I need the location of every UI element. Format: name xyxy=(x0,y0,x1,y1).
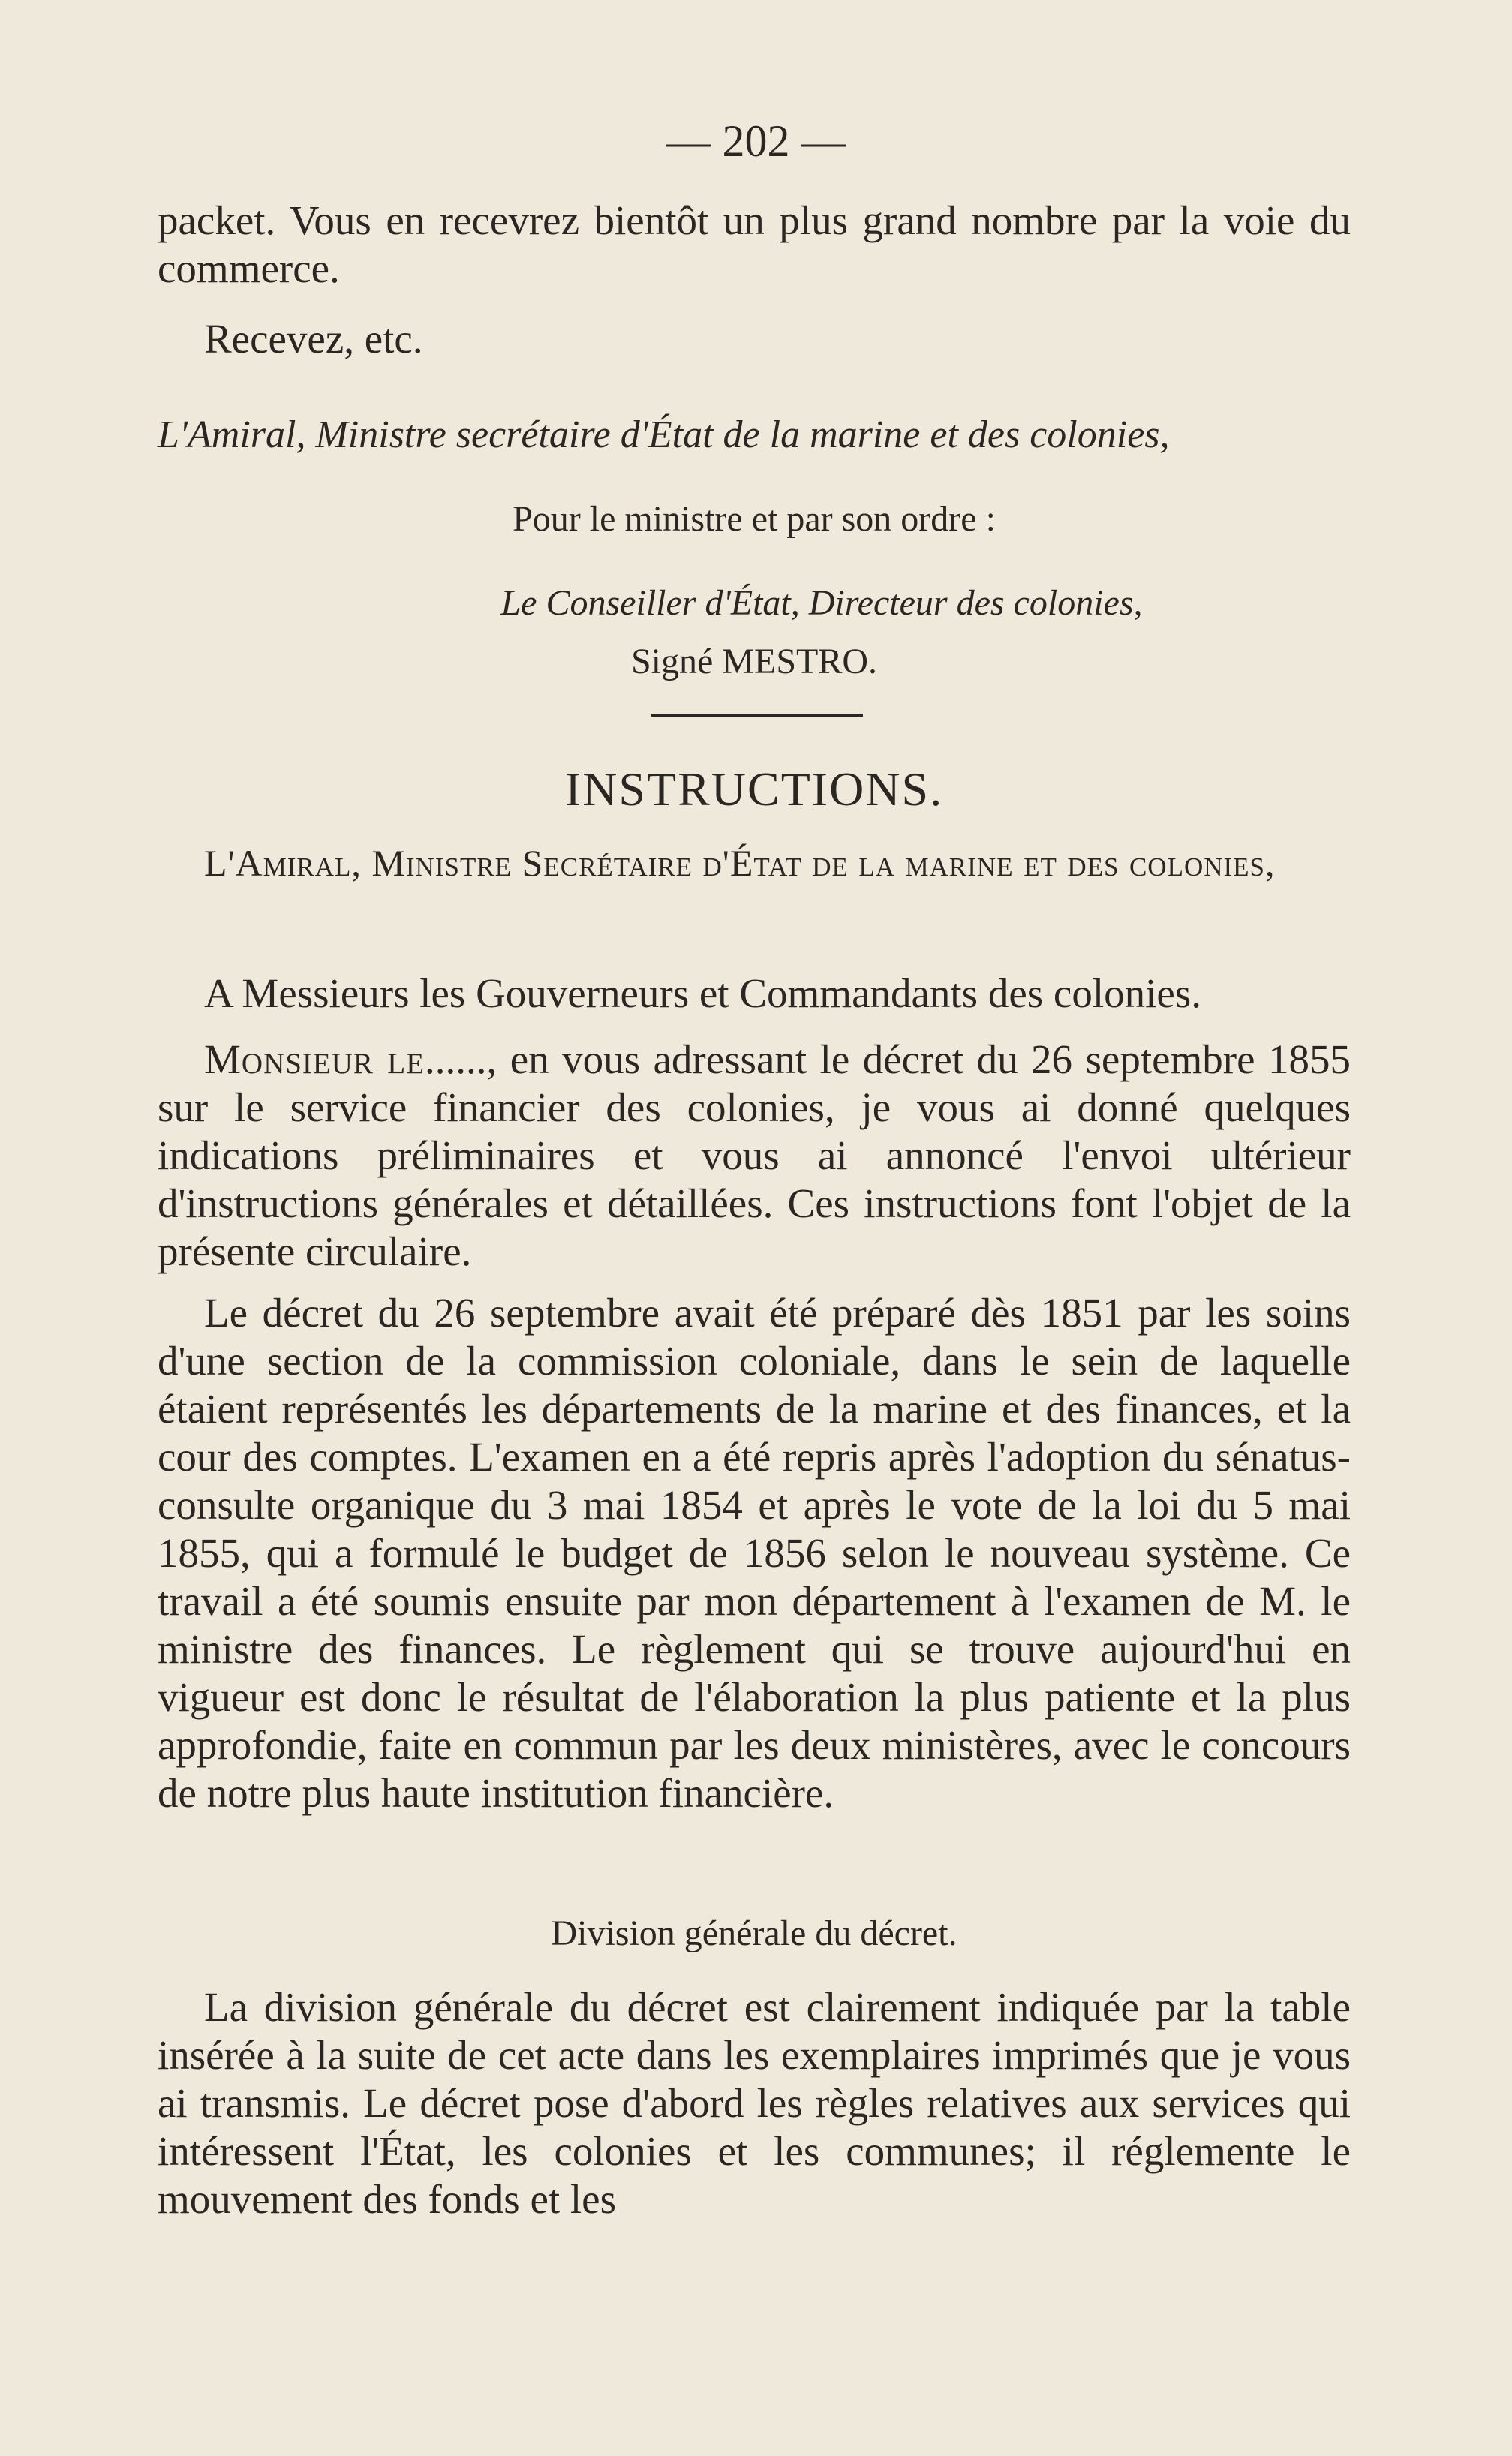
sender-title: L'Amiral, Ministre secrétaire d'État de la marine et des colonies, xyxy=(158,413,1170,456)
salutation: Monsieur le xyxy=(204,1036,425,1082)
for-minister-line: Pour le ministre et par son ordre : xyxy=(513,499,996,539)
paragraph-3: La division générale du décret est clairement indiquée par la table insérée à la suite de cet acte dans les exemplaires imprimés que je vous ai transmis. Le décret pose d'abord les règles relatives aux services qui intéressent l'État, les colonies et les communes; il réglemente le mouvement des fonds et les xyxy=(158,1984,1351,2222)
continuation-paragraph: packet. Vous en recevrez bientôt un plus grand nombre par la voie du commerce. xyxy=(158,197,1351,291)
paragraph-1-text: ......, en vous adressant le décret du 26 septembre 1855 sur le service financier des colonies, je vous ai donné quelques indications préliminaires et vous ai annoncé l'envoi ultérieur d'instructions générales et détaillées. Ces instructions font l'objet de la présente circulaire. xyxy=(158,1036,1351,1274)
section-heading: Division générale du décret. xyxy=(551,1913,957,1953)
closing-line: Recevez, etc. xyxy=(204,316,423,362)
instructions-title: INSTRUCTIONS. xyxy=(564,762,944,816)
counsellor-line: Le Conseiller d'État, Directeur des colonies, xyxy=(500,583,1143,623)
page-number: — 202 — xyxy=(666,116,846,166)
signature-line: Signé MESTRO. xyxy=(630,642,878,681)
separator-rule xyxy=(651,714,863,717)
instructions-from: L'Amiral, Ministre Secrétaire d'État de la marine et des colonies, xyxy=(204,842,1276,884)
addressee-line: A Messieurs les Gouverneurs et Commandants des colonies. xyxy=(204,970,1201,1016)
paragraph-1 xyxy=(158,1036,1351,1276)
paragraph-2: Le décret du 26 septembre avait été préparé dès 1851 par les soins d'une section de la commission coloniale, dans le sein de laquelle étaient représentés les départements de la marine et des finances, et la cour des comptes. L'examen en a été repris après l'adoption du sénatus-consulte organique du 3 mai 1854 et après le vote de la loi du 5 mai 1855, qui a formulé le budget de 1856 selon le nouveau système. Ce travail a été soumis ensuite par mon département à l'examen de M. le ministre des finances. Le règlement qui se trouve aujourd'hui en vigueur est donc le résultat de l'élaboration la plus patiente et la plus approfondie, faite en commun par les deux ministères, avec le concours de notre plus haute institution financière. xyxy=(158,1290,1351,1816)
